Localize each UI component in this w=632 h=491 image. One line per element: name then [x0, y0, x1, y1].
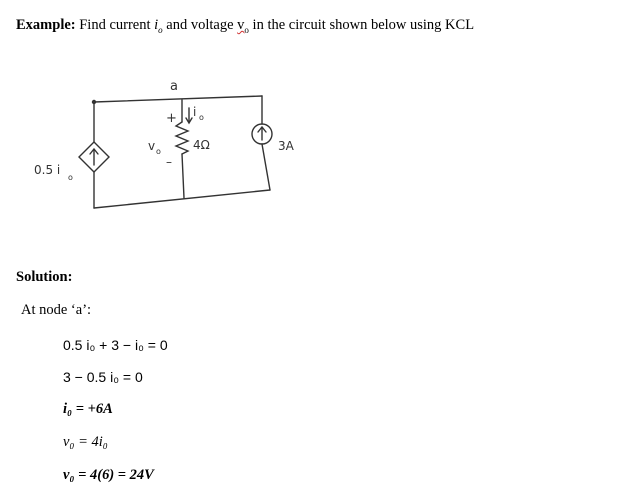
- bottom-wire: [94, 190, 270, 208]
- equation-kcl: 0.5 i₀ + 3 − i₀ = 0: [63, 337, 168, 353]
- current-subscript: o: [158, 24, 163, 35]
- voltage-label: v: [148, 139, 156, 153]
- problem-text-1: Find current: [75, 17, 155, 33]
- equation-simplified: 3 − 0.5 i₀ = 0: [63, 369, 143, 385]
- source-label: 3A: [278, 139, 294, 153]
- node-statement: At node ‘a’:: [21, 302, 92, 318]
- problem-text-2: and voltage: [162, 17, 238, 33]
- resistor-wire-bottom: [182, 154, 184, 198]
- resistor-symbol: [176, 122, 188, 154]
- circuit-diagram: [30, 70, 360, 220]
- current-variable: i: [154, 17, 159, 33]
- voltage-subscript-label: o: [156, 147, 161, 156]
- solution-heading: Solution:: [16, 269, 73, 285]
- plus-sign: +: [166, 111, 177, 126]
- node-a-label: a: [170, 79, 178, 94]
- current-label: i: [193, 105, 197, 119]
- problem-text-3: in the circuit shown below using KCL: [248, 17, 475, 33]
- problem-statement: [16, 17, 474, 35]
- current-subscript-label: o: [199, 113, 204, 122]
- equation-voltage-result: v₀ = 4(6) = 24V: [63, 467, 154, 483]
- voltage-variable: v: [237, 17, 245, 33]
- equation-ohms-law: v₀ = 4i₀: [63, 434, 108, 450]
- example-label: Example:: [16, 17, 76, 33]
- dependent-source-label: 0.5 i: [34, 163, 61, 177]
- dependent-source-subscript: o: [68, 173, 73, 182]
- right-wire-lower: [262, 144, 270, 190]
- equation-current-result: i₀ = +6A: [63, 401, 113, 417]
- top-wire: [94, 96, 262, 102]
- minus-sign: –: [166, 155, 172, 169]
- resistor-label: 4Ω: [193, 138, 210, 152]
- voltage-variable-group: [237, 17, 249, 33]
- voltage-subscript: o: [244, 24, 249, 35]
- junction-dot: [92, 100, 96, 104]
